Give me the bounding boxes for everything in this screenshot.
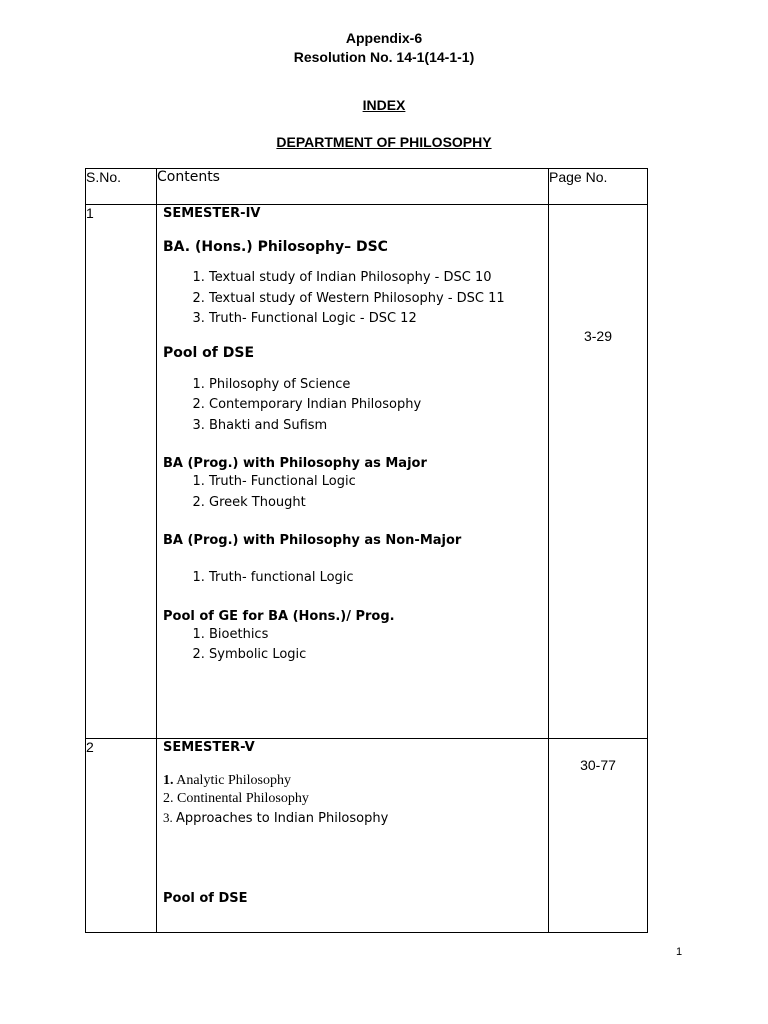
ge-list (163, 625, 548, 666)
row-page-cell (549, 739, 648, 933)
header-sno: S.No. (86, 169, 157, 205)
major-heading: BA (Prog.) with Philosophy as Major (163, 456, 427, 471)
header-contents: Contents (157, 169, 549, 205)
index-title (0, 97, 768, 113)
row-contents (157, 205, 549, 739)
row-sno: 2 (86, 739, 157, 933)
dse-list (163, 375, 548, 437)
list-item: 1. Truth- functional Logic (209, 568, 548, 589)
index-table (85, 168, 648, 933)
item-text: Continental Philosophy (177, 791, 309, 806)
honours-heading: BA. (Hons.) Philosophy– DSC (163, 239, 388, 255)
list-item: 3. Truth- Functional Logic - DSC 12 (209, 309, 548, 330)
item-number: 3. (163, 810, 173, 825)
table-row (86, 205, 648, 739)
semester-v-list (163, 772, 548, 829)
list-item: 2. Greek Thought (209, 493, 548, 514)
row-contents (157, 739, 549, 933)
row-page: 3-29 (583, 328, 613, 344)
semester-heading: SEMESTER-V (163, 740, 255, 755)
major-list (163, 472, 548, 513)
list-item: 1. Truth- Functional Logic (209, 472, 548, 493)
list-item: 1. Textual study of Indian Philosophy - DSC 10 (209, 268, 548, 289)
list-item: 2. Textual study of Western Philosophy - DSC 11 (209, 289, 548, 310)
list-item (163, 808, 548, 829)
nonmajor-list (163, 568, 548, 589)
page-number: 1 (676, 946, 683, 958)
item-text: Analytic Philosophy (176, 773, 291, 788)
ge-heading: Pool of GE for BA (Hons.)/ Prog. (163, 608, 395, 624)
resolution-number: Resolution No. 14-1(14-1-1) (293, 49, 475, 65)
index-title-text: INDEX (362, 97, 406, 113)
item-number: 2. (163, 791, 174, 806)
list-item: 2. Symbolic Logic (209, 645, 548, 666)
item-number: 1. (163, 773, 174, 788)
nonmajor-heading: BA (Prog.) with Philosophy as Non-Major (163, 533, 462, 548)
row-sno: 1 (86, 205, 157, 739)
honours-list (163, 268, 548, 330)
dse-heading: Pool of DSE (163, 891, 248, 906)
table-row (86, 739, 648, 933)
appendix-label: Appendix-6 (345, 30, 423, 46)
semester-heading: SEMESTER-IV (163, 206, 261, 221)
row-page: 30-77 (580, 757, 616, 773)
list-item: 3. Bhakti and Sufism (209, 416, 548, 437)
list-item: 1. Bioethics (209, 625, 548, 646)
table-header-row (86, 169, 648, 205)
list-item (163, 790, 548, 808)
row-page-cell (549, 205, 648, 739)
item-text: Approaches to Indian Philosophy (176, 811, 389, 826)
header-page: Page No. (549, 169, 648, 205)
list-item (163, 772, 548, 790)
list-item: 1. Philosophy of Science (209, 375, 548, 396)
list-item: 2. Contemporary Indian Philosophy (209, 395, 548, 416)
department-title (0, 134, 768, 150)
department-title-text: DEPARTMENT OF PHILOSOPHY (276, 134, 492, 150)
dse-heading: Pool of DSE (163, 344, 255, 361)
